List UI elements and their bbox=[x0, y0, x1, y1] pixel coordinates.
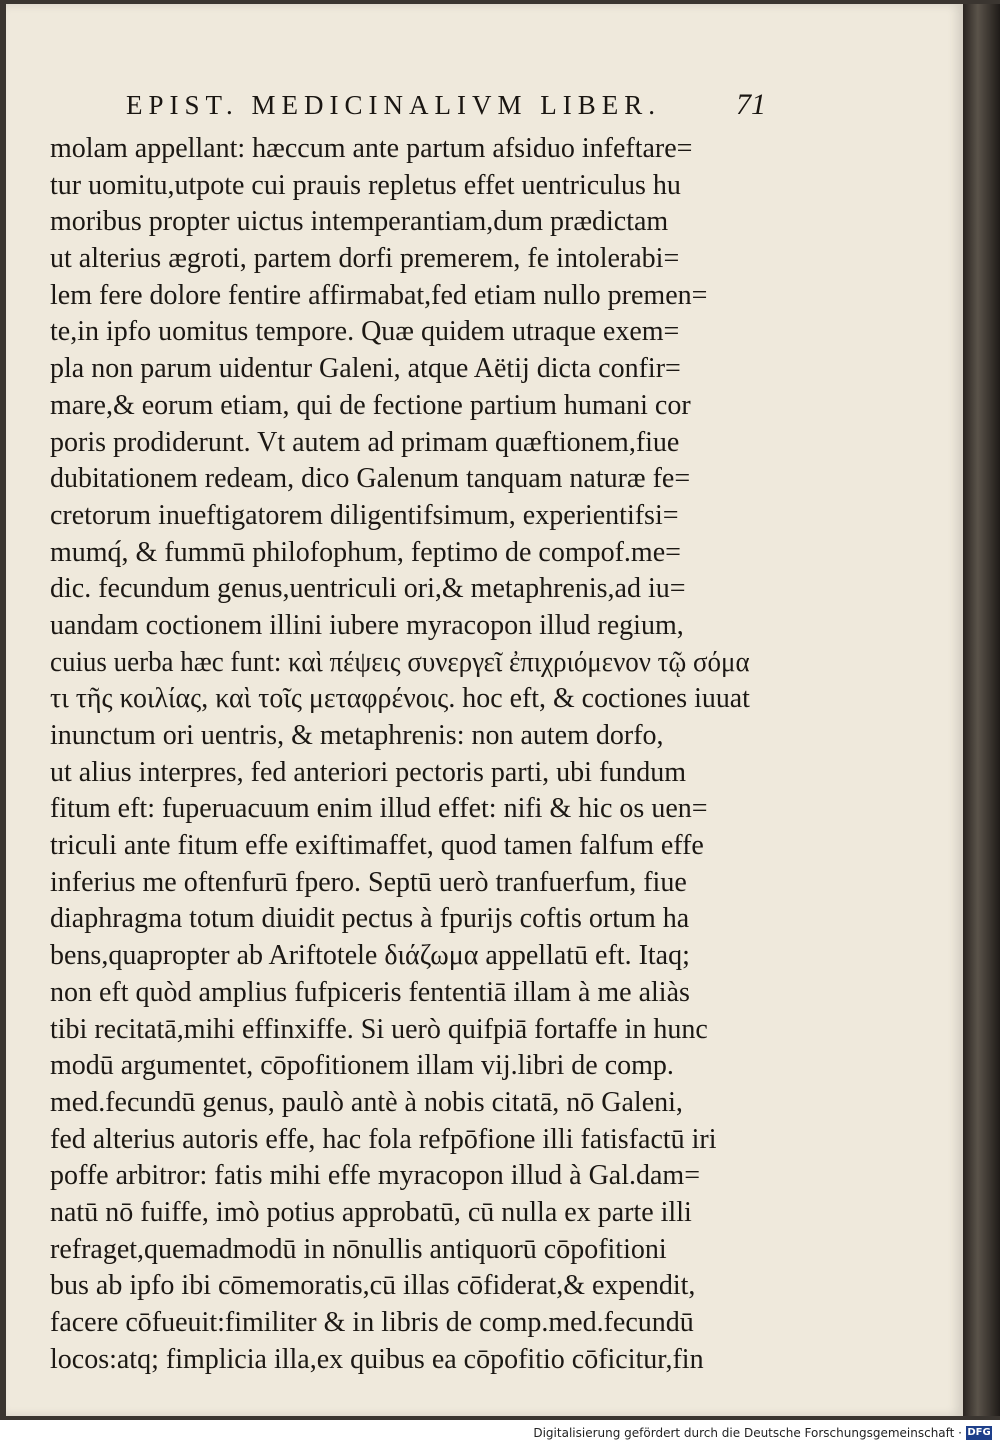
text-line: mare,& eorum etiam, qui de fectione partium humani cor bbox=[50, 389, 691, 421]
page-number: 71 bbox=[736, 88, 766, 121]
text-line: ut alterius ægroti, partem dorfi premerem, fe intolerabi= bbox=[50, 243, 680, 275]
text-line: fed alterius autoris effe, hac fola refpōfione illi fatisfactū iri bbox=[50, 1123, 717, 1155]
text-line: τι τῆς κοιλίας, καὶ τοῖς μεταφρένοις. hoc eft, & coctiones iuuat bbox=[50, 683, 750, 715]
dfg-logo: DFG bbox=[967, 1427, 991, 1438]
text-line: locos:atq; fimplicia illa,ex quibus ea cōpofitio cōficitur,fin bbox=[50, 1343, 704, 1375]
text-line: te,in ipfo uomitus tempore. Quæ quidem utraque exem= bbox=[50, 316, 680, 348]
running-head bbox=[126, 86, 766, 126]
text-line: non eft quòd amplius fufpiceris fententiā illam à me aliàs bbox=[50, 976, 690, 1008]
text-line: triculi ante fitum effe exiftimaffet, quod tamen falfum effe bbox=[50, 830, 704, 862]
funding-credit: Digitalisierung gefördert durch die Deutsche Forschungsgemeinschaft · bbox=[533, 1426, 962, 1440]
text-line: diaphragma totum diuidit pectus à fpurijs coftis ortum ha bbox=[50, 903, 690, 935]
text-line: pla non parum uidentur Galeni, atque Aëtij dicta confir= bbox=[50, 353, 681, 385]
text-line: dic. fecundum genus,uentriculi ori,& metaphrenis,ad iu= bbox=[50, 573, 686, 605]
running-title: EPIST. MEDICINALIVM LIBER. bbox=[126, 90, 661, 120]
text-line: refraget,quemadmodū in nōnullis antiquorū cōpofitioni bbox=[50, 1233, 667, 1265]
text-line: inunctum ori uentris, & metaphrenis: non autem dorfo, bbox=[50, 720, 664, 751]
text-line: bus ab ipfo ibi cōmemoratis,cū illas cōfiderat,& expendit, bbox=[50, 1270, 696, 1302]
text-line: cretorum inueftigatorem diligentifsimum, experientifsi= bbox=[50, 499, 679, 531]
text-line: fitum eft: fuperuacuum enim illud effet: nifi & hic os uen= bbox=[50, 793, 708, 825]
text-line: molam appellant: hæccum ante partum afsiduo infeftare= bbox=[50, 133, 693, 164]
text-line: ut alius interpres, fed anteriori pectoris parti, ubi fundum bbox=[50, 756, 687, 788]
text-line: mumq́, & fummū philofophum, feptimo de compof.me= bbox=[50, 536, 681, 568]
text-line: facere cōfueuit:fimiliter & in libris de comp.med.fecundū bbox=[50, 1307, 694, 1338]
text-line: tur uomitu,utpote cui prauis repletus effet uentriculus hu bbox=[50, 169, 681, 201]
digitization-footer bbox=[0, 1420, 1000, 1447]
book-page bbox=[6, 4, 963, 1416]
text-line: lem fere dolore fentire affirmabat,fed etiam nullo premen= bbox=[50, 279, 708, 311]
body-text bbox=[50, 131, 750, 1378]
text-line: dubitationem redeam, dico Galenum tanquam naturæ fe= bbox=[50, 463, 691, 495]
page-edge-shadow bbox=[963, 4, 1000, 1416]
text-line: cuius uerba hæc funt: καὶ πέψεις συνεργεῖ ἐπιχριόμενον τῷ σόμα bbox=[50, 646, 750, 678]
text-line: natū nō fuiffe, imò potius approbatū, cū nulla ex parte illi bbox=[50, 1196, 692, 1228]
text-line: uandam coctionem illini iubere myracopon illud regium, bbox=[50, 609, 684, 641]
text-line: tibi recitatā,mihi effinxiffe. Si uerò quifpiā fortaffe in hunc bbox=[50, 1013, 708, 1045]
text-line: modū argumentet, cōpofitionem illam vij.libri de comp. bbox=[50, 1050, 674, 1082]
text-line: inferius me oftenfurū fpero. Septū uerò tranfuerfum, fiue bbox=[50, 866, 687, 898]
text-line: poris prodiderunt. Vt autem ad primam quæftionem,fiue bbox=[50, 426, 680, 458]
text-line: moribus propter uictus intemperantiam,dum prædictam bbox=[50, 206, 669, 238]
text-line: bens,quapropter ab Ariftotele διάζωμα appellatū eft. Itaq; bbox=[50, 940, 690, 972]
text-line: poffe arbitror: fatis mihi effe myracopon illud à Gal.dam= bbox=[50, 1160, 701, 1192]
text-line: med.fecundū genus, paulò antè à nobis citatā, nō Galeni, bbox=[50, 1086, 683, 1118]
